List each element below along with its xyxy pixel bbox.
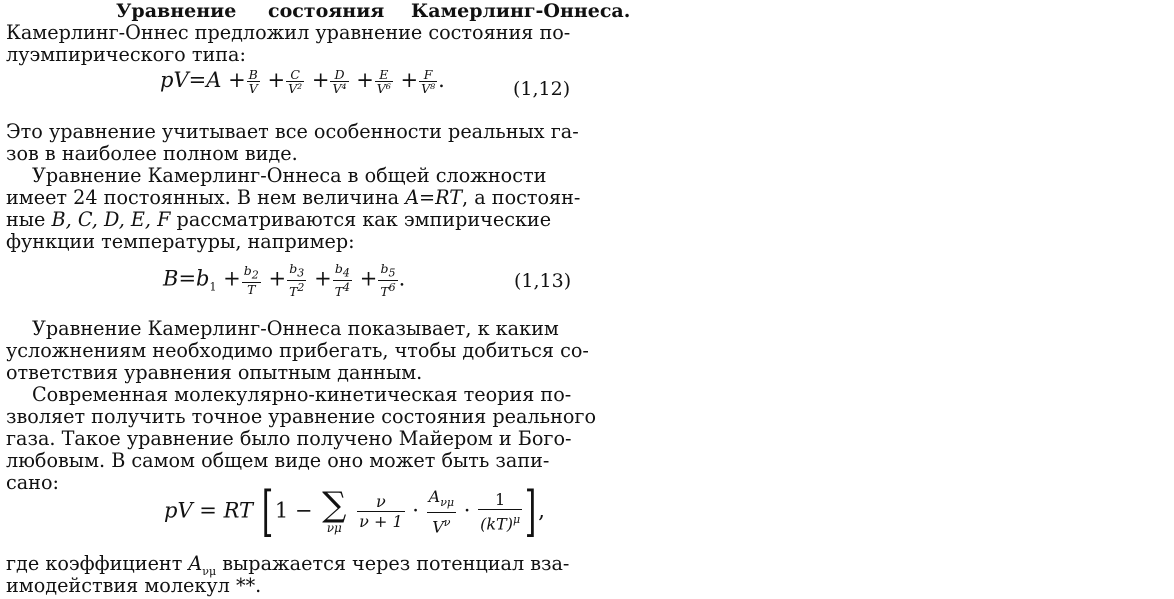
equation-mayer-bogolyubov: pV = RT [1 − ∑ νμ $\frac{\nu}{\nu + 1}$ · $\frac{A_{\nu\mu}}{V^\nu}$ · $\frac{1}{(kT)^\mu}$ ], (164, 479, 545, 543)
paragraph-5-line-4: любовым. В самом общем виде оно может быть запи- (6, 449, 550, 472)
fraction-kT: $\frac{1}{(kT)^\mu}$ (480, 490, 521, 534)
left-bracket: [ (261, 479, 274, 543)
eq13-term-4: $\frac{b_4}{T^4}$ (334, 261, 351, 299)
eq12-term-D: $\frac{D}{\text{V⁴}}$ (332, 67, 347, 96)
eq12-lhs: pV (160, 68, 189, 92)
eq12-term-B: $\frac{B}{V}$ (248, 67, 258, 96)
paragraph-1-line-1: Камерлинг-Оннес предложил уравнение состояния по- (6, 21, 571, 44)
paragraph-4-line-3: ответствия уравнения опытным данным. (6, 361, 423, 384)
eq12-term-C: $\frac{C}{\text{V²}}$ (288, 67, 303, 96)
paragraph-2-line-2: зов в наиболее полном виде. (6, 142, 298, 165)
paragraph-2-line-1: Это уравнение учитывает все особенности реальных га- (6, 120, 579, 143)
right-bracket: ] (524, 479, 537, 543)
eq12-term-F: $\frac{F}{\text{V⁸}}$ (421, 67, 436, 96)
paragraph-4-line-1: Уравнение Камерлинг-Оннеса показывает, к каким (32, 317, 559, 340)
eq13-term-2: $\frac{b_2}{T}$ (243, 263, 259, 297)
paragraph-1-line-2: луэмпирического типа: (6, 43, 246, 66)
fraction-nu: $\frac{\nu}{\nu + 1}$ (359, 492, 403, 532)
summation-sign: ∑ νμ (322, 484, 347, 535)
paragraph-4-line-2: усложнениям необходимо прибегать, чтобы добиться со- (6, 339, 589, 362)
fraction-A-nu-mu: $\frac{A_{\nu\mu}}{V^\nu}$ (428, 487, 455, 537)
eq12-equals: = (188, 68, 207, 92)
eq12-A: A (206, 68, 222, 92)
paragraph-5-line-3: газа. Такое уравнение было получено Майером и Бого- (6, 427, 572, 450)
section-title (6, 0, 631, 22)
paragraph-5-line-5: сано: (6, 471, 59, 494)
title-word-3: Камерлинг-Оннеса. (411, 0, 631, 22)
paragraph-3-line-3: ные B, C, D, E, F рассматриваются как эмпирические (6, 208, 552, 231)
title-word-2: состояния (268, 0, 385, 22)
paragraph-6-line-1: где коэффициент $A_{\nu\mu}$ выражается через потенциал вза- (6, 552, 570, 578)
equation-1-12: pV=A + $\frac{B}{V}$ + $\frac{C}{\text{V²}}$ + $\frac{D}{\text{V⁴}}$ + $\frac{E}{\text{V⁶}}$ + $\frac{F}{\text{V⁸}}$ . (160, 67, 445, 96)
paragraph-6-line-2: имодействия молекул **. (6, 574, 262, 597)
paragraph-3-line-4: функции температуры, например: (6, 230, 355, 253)
paragraph-5-line-2: зволяет получить точное уравнение состояния реального (6, 405, 597, 428)
paragraph-3-line-2: имеет 24 постоянных. В нем величина A=RT, а постоян- (6, 186, 581, 209)
eq13-term-5: $\frac{b_5}{T^6}$ (380, 261, 396, 299)
eq13-number: (1,13) (514, 270, 572, 292)
eq12-number: (1,12) (513, 78, 571, 100)
eq12-term-E: $\frac{E}{\text{V⁶}}$ (376, 67, 391, 96)
paragraph-5-line-1: Современная молекулярно-кинетическая теория по- (32, 383, 572, 406)
title-word-1: Уравнение (116, 0, 237, 22)
paragraph-3-line-1: Уравнение Камерлинг-Оннеса в общей сложности (32, 164, 547, 187)
eq13-term-3: $\frac{b_3}{T^2}$ (289, 261, 305, 299)
equation-1-13: $B=b_1$ + $\frac{b_2}{T}$ + $\frac{b_3}{T^2}$ + $\frac{b_4}{T^4}$ + $\frac{b_5}{T^6}$ . (163, 261, 406, 299)
